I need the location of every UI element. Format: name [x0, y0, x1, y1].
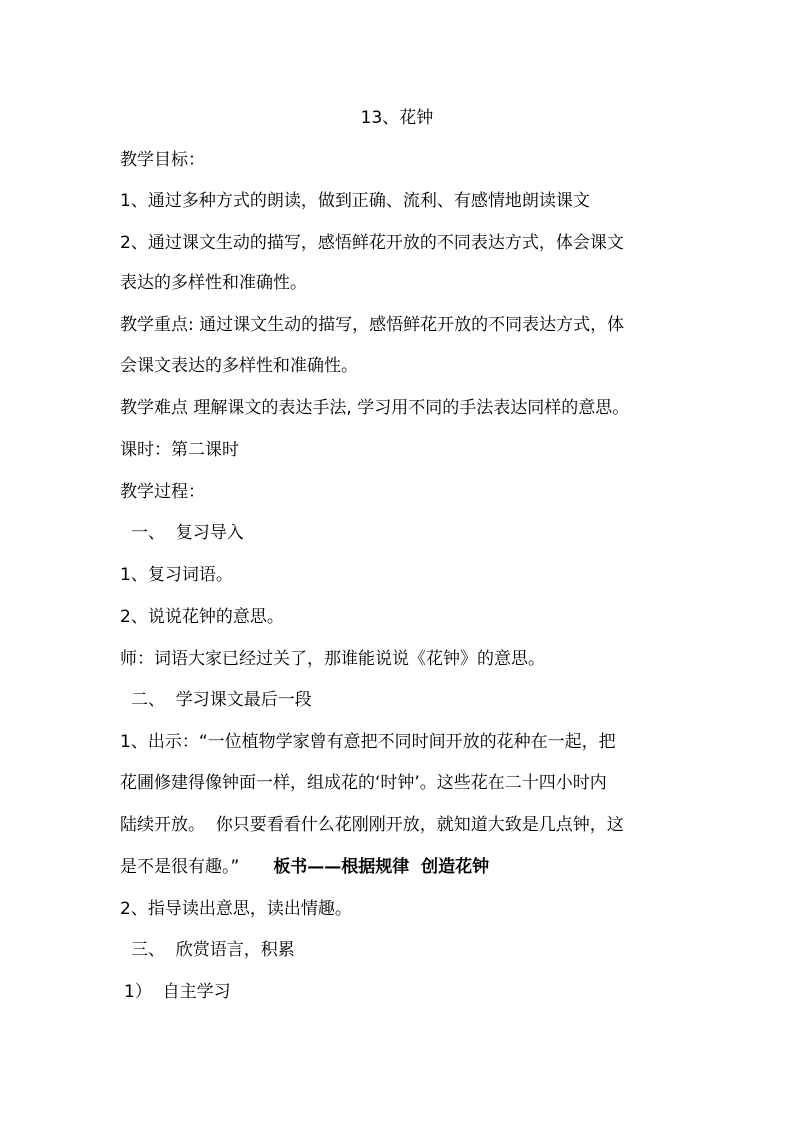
sub-item-1: 1） 自主学习: [124, 982, 231, 1002]
objective-2-line-1: 2、通过课文生动的描写，感悟鲜花开放的不同表达方式，体会课文: [120, 233, 624, 253]
process-heading: 教学过程：: [120, 482, 205, 502]
key-point-line-1: 教学重点: 通过课文生动的描写，感悟鲜花开放的不同表达方式，体: [120, 315, 625, 335]
key-point-line-2: 会课文表达的多样性和准确性。: [120, 356, 358, 376]
board-note: 板书——根据规律 创造花钟: [273, 857, 490, 877]
section-2-heading: 二、 学习课文最后一段: [131, 690, 312, 710]
difficulty-paragraph: 教学难点 理解课文的表达手法, 学习用不同的手法表达同样的意思。: [120, 398, 630, 418]
document-title: 13、花钟: [360, 108, 434, 128]
class-period: 课时：第二课时: [120, 440, 239, 460]
section-1-heading: 一、 复习导入: [131, 523, 244, 543]
section-1-item-1: 1、复习词语。: [120, 565, 233, 585]
quote-line-2: 花圃修建得像钟面一样，组成花的‘时钟’。这些花在二十四小时内: [120, 773, 607, 793]
quote-line-1: 1、出示：“一位植物学家曾有意把不同时间开放的花种在一起，把: [120, 732, 616, 752]
quote-line-4-with-board-note: [120, 856, 489, 878]
section-3-heading: 三、 欣赏语言，积累: [131, 940, 295, 960]
quote-line-3: 陆续开放。 你只要看看什么花刚刚开放，就知道大致是几点钟，这: [120, 815, 624, 835]
section-2-item-2: 2、指导读出意思，读出情趣。: [120, 899, 352, 919]
teacher-line: 师：词语大家已经过关了，那谁能说说《花钟》的意思。: [120, 649, 545, 669]
objective-2-line-2: 表达的多样性和准确性。: [120, 273, 307, 293]
objectives-heading: 教学目标：: [120, 150, 205, 170]
objective-1: 1、通过多种方式的朗读，做到正确、流利、有感情地朗读课文: [120, 191, 590, 211]
quote-line-4: 是不是很有趣。”: [120, 857, 240, 877]
section-1-item-2: 2、说说花钟的意思。: [120, 607, 284, 627]
